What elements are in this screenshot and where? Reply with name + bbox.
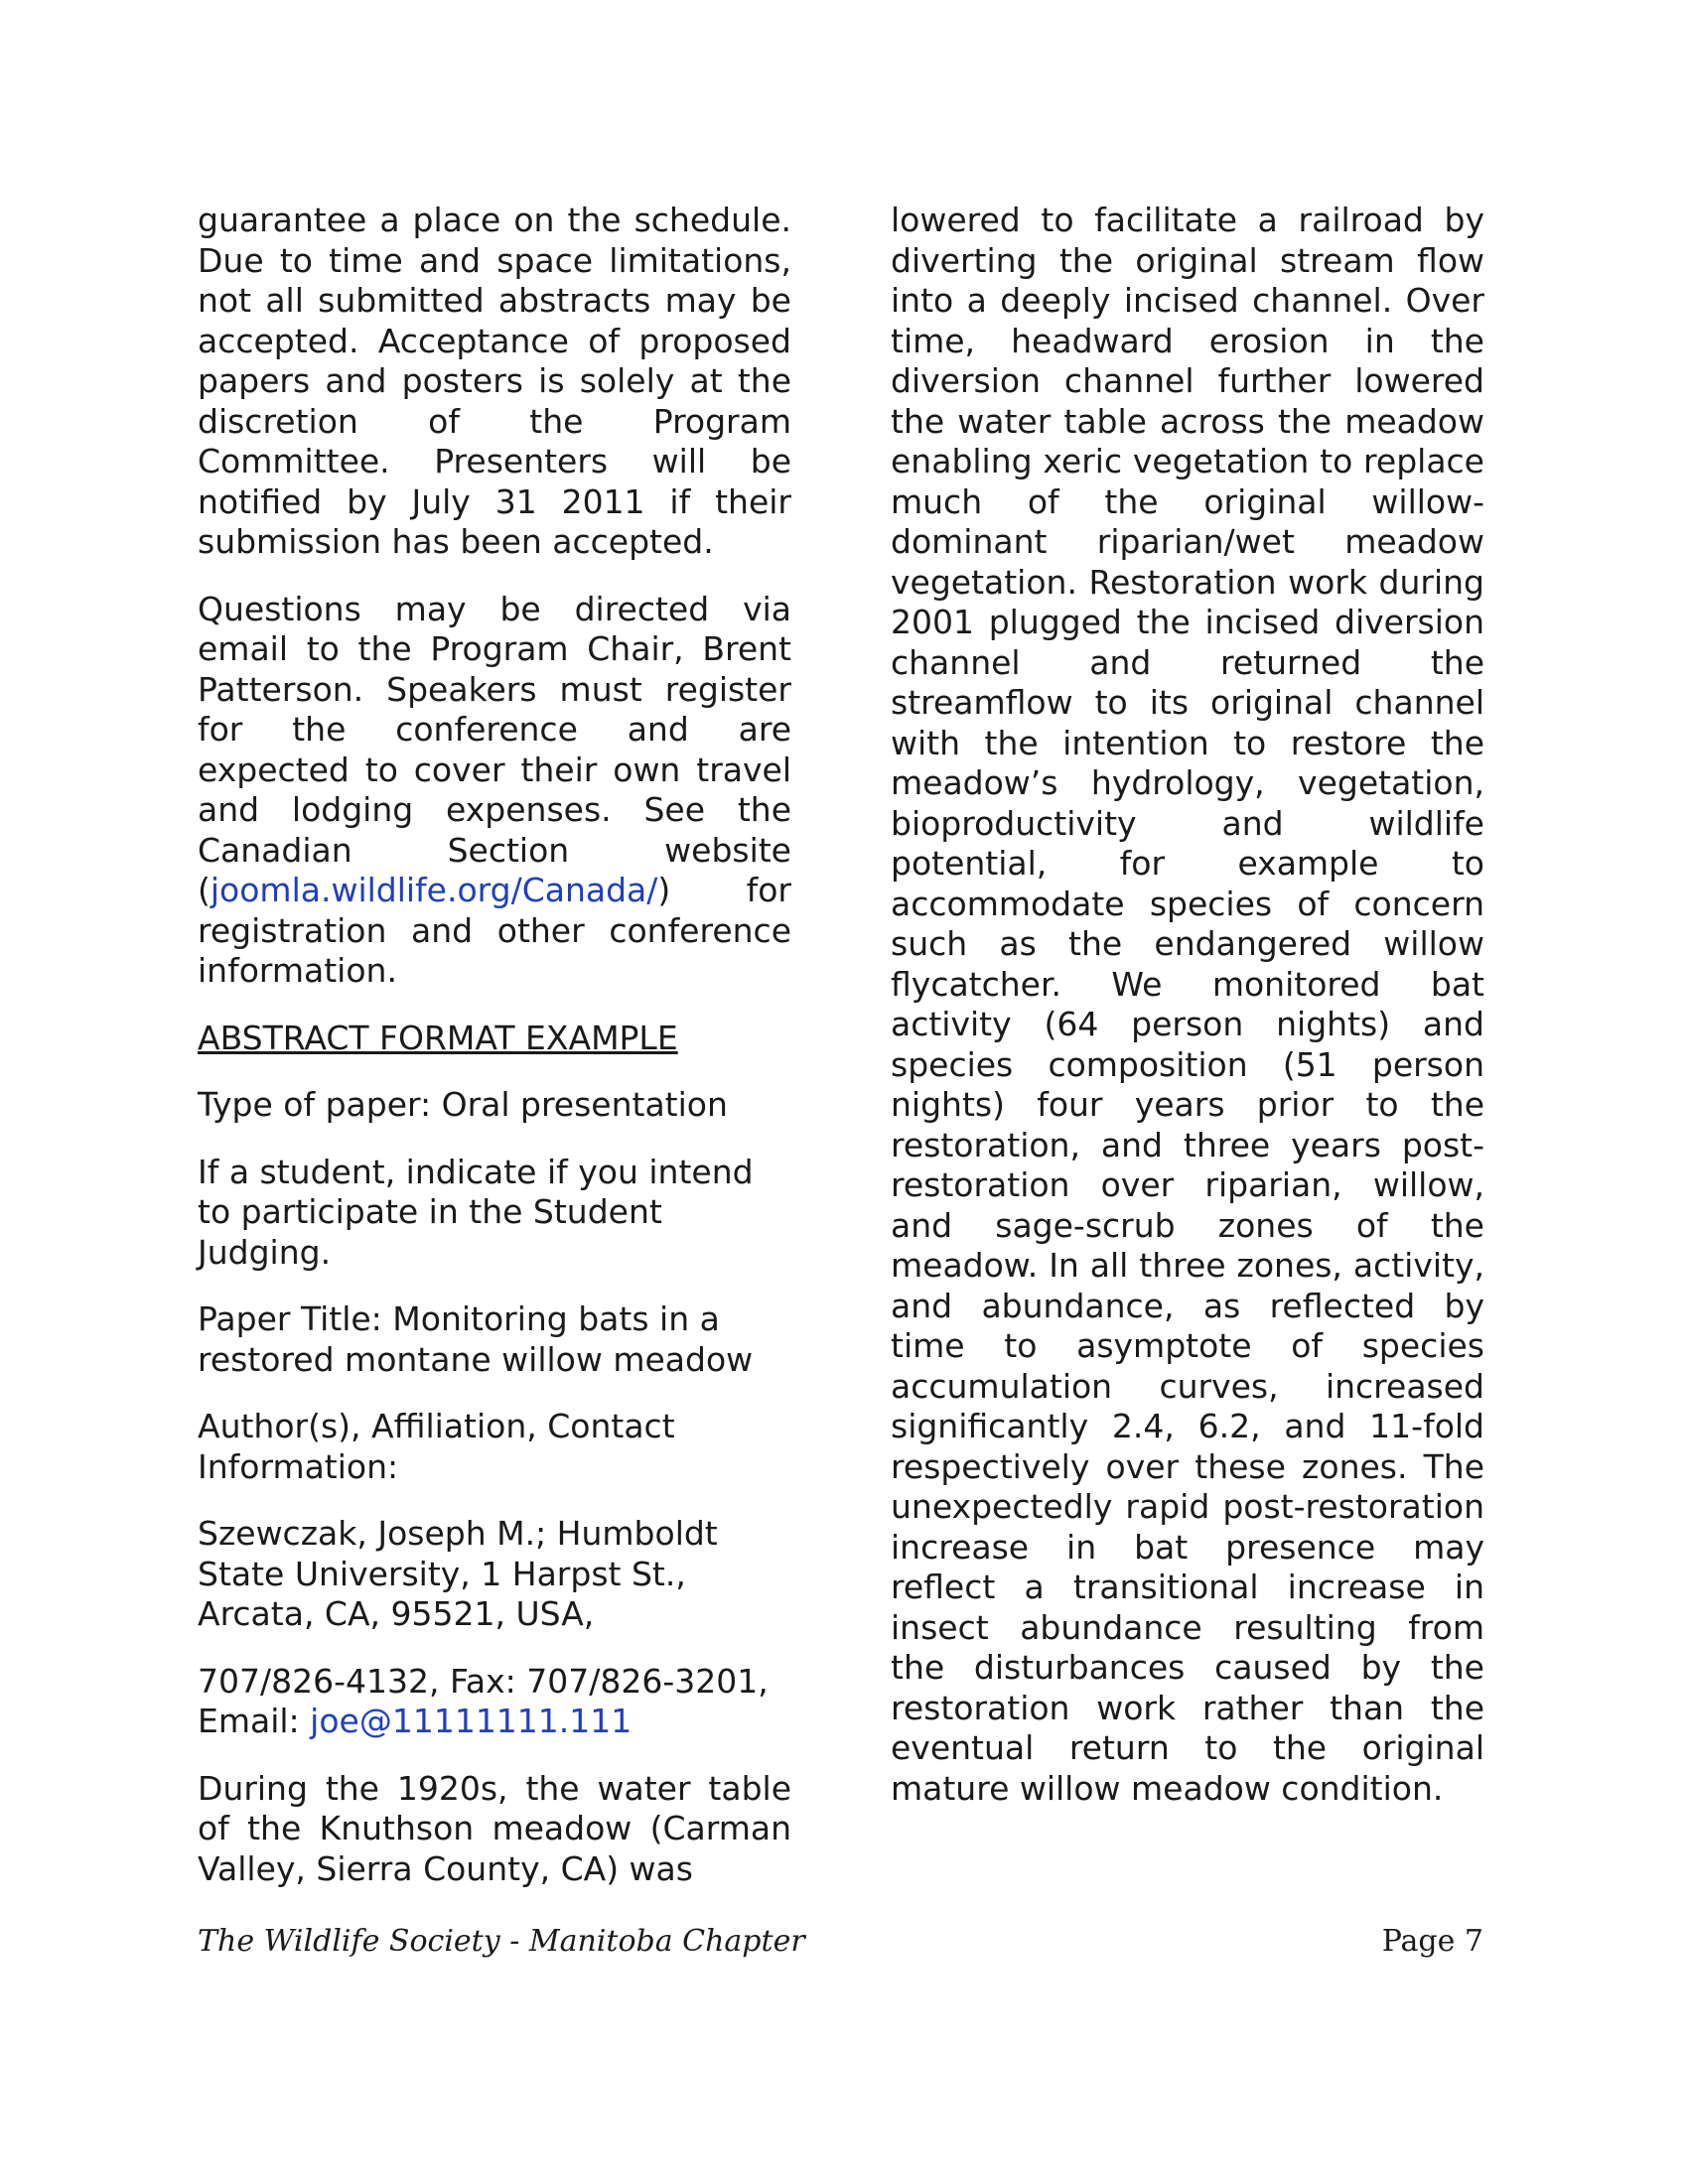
abstract-start: During the 1920s, the water table of the Knuthson meadow (Carman Valley, Sierra County, CA) was [198, 1768, 791, 1888]
footer-publication: The Wildlife Society - Manitoba Chapter [198, 1924, 805, 1959]
author-address: Szewczak, Joseph M.; Humboldt State University, 1 Harpst St., Arcata, CA, 95521, USA, [198, 1514, 718, 1633]
canada-section-link[interactable]: joomla.wildlife.org/Canada/ [210, 871, 658, 909]
questions-text-end: ) for registration and other conference information. [198, 871, 791, 990]
submission-paragraph: guarantee a place on the schedule. Due to time and space limitations, not all submitted abstracts may be accepted. Acceptance of proposed papers and posters is solely at the discretion of the Program Committee. Presenters will be notified by July 31 2011 if their submission has been accepted. [198, 201, 791, 561]
paper-title: Paper Title: Monitoring bats in a restored montane willow meadow [198, 1299, 754, 1379]
student-note: If a student, indicate if you intend to participate in the Student Judging. [198, 1152, 754, 1272]
questions-paragraph [198, 590, 791, 992]
phone-fax: 707/826-4132, Fax: 707/826-3201, Email: [198, 1661, 769, 1740]
left-column [198, 201, 791, 1916]
paper-type: Type of paper: Oral presentation [198, 1085, 728, 1124]
page-number: Page 7 [1381, 1924, 1483, 1959]
questions-text: Questions may be directed via email to the Program Chair, Brent Patterson. Speakers must register for the conference and are expected to cover their own travel and lodging expenses. See the Canadian Section website ( [198, 589, 791, 909]
email-link[interactable]: joe@11111111.111 [310, 1702, 633, 1740]
contact-info [198, 1662, 791, 1742]
authors-label: Author(s), Affiliation, Contact Information: [198, 1407, 675, 1486]
right-column [891, 201, 1484, 1836]
abstract-format-heading: ABSTRACT FORMAT EXAMPLE [198, 1018, 678, 1057]
abstract-continuation: lowered to facilitate a railroad by diverting the original stream flow into a deeply incised channel. Over time, headward erosion in the diversion channel further lowered the water table across the meadow enabling xeric vegetation to replace much of the original willow-dominant riparian/wet meadow vegetation. Restoration work during 2001 plugged the incised diversion channel and returned the streamflow to its original channel with the intention to restore the meadow’s hydrology, vegetation, bioproductivity and wildlife potential, for example to accommodate species of concern such as the endangered willow flycatcher. We monitored bat activity (64 person nights) and species composition (51 person nights) four years prior to the restoration, and three years post-restoration over riparian, willow, and sage-scrub zones of the meadow. In all three zones, activity, and abundance, as reflected by time to asymptote of species accumulation curves, increased significantly 2.4, 6.2, and 11-fold respectively over these zones. The unexpectedly rapid post-restoration increase in bat presence may reflect a transitional increase in insect abundance resulting from the disturbances caused by the restoration work rather than the eventual return to the original mature willow meadow condition. [891, 201, 1484, 1808]
